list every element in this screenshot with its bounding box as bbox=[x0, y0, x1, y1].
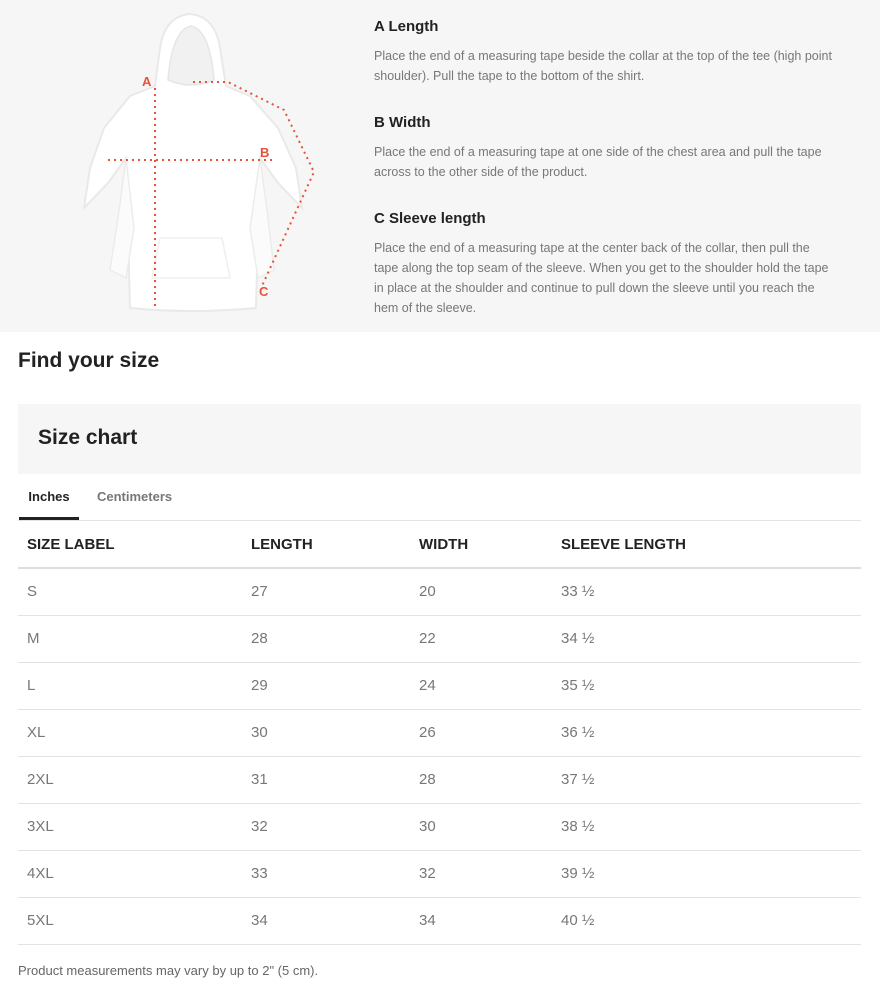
width-cell: 22 bbox=[419, 615, 561, 662]
sleeve-length-cell: 36 ½ bbox=[561, 709, 861, 756]
instruction-length bbox=[374, 16, 834, 102]
width-cell: 34 bbox=[419, 897, 561, 944]
table-row bbox=[18, 850, 861, 897]
width-cell: 32 bbox=[419, 850, 561, 897]
instruction-title: A Length bbox=[374, 18, 439, 35]
sleeve-length-cell: 33 ½ bbox=[561, 568, 861, 615]
column-header: SIZE LABEL bbox=[18, 521, 251, 568]
sleeve-length-cell: 35 ½ bbox=[561, 662, 861, 709]
length-cell: 33 bbox=[251, 850, 419, 897]
measurement-instructions bbox=[374, 16, 834, 328]
sleeve-length-cell: 34 ½ bbox=[561, 615, 861, 662]
unit-tabs bbox=[18, 478, 861, 521]
size-label-cell: S bbox=[18, 568, 251, 615]
width-cell: 28 bbox=[419, 756, 561, 803]
table-row bbox=[18, 803, 861, 850]
label-a: A bbox=[142, 74, 152, 89]
measurement-disclaimer: Product measurements may vary by up to 2" (5 cm). bbox=[18, 963, 319, 978]
sleeve-length-cell: 37 ½ bbox=[561, 756, 861, 803]
table-row bbox=[18, 662, 861, 709]
table-row bbox=[18, 756, 861, 803]
width-cell: 30 bbox=[419, 803, 561, 850]
length-cell: 34 bbox=[251, 897, 419, 944]
sleeve-length-cell: 40 ½ bbox=[561, 897, 861, 944]
column-header: LENGTH bbox=[251, 521, 419, 568]
table-row bbox=[18, 709, 861, 756]
size-label-cell: M bbox=[18, 615, 251, 662]
length-cell: 30 bbox=[251, 709, 419, 756]
size-label-cell: 5XL bbox=[18, 897, 251, 944]
width-cell: 24 bbox=[419, 662, 561, 709]
tab-inches[interactable]: Inches bbox=[19, 478, 79, 520]
length-cell: 31 bbox=[251, 756, 419, 803]
column-header: WIDTH bbox=[419, 521, 561, 568]
size-label-cell: 3XL bbox=[18, 803, 251, 850]
instruction-title: C Sleeve length bbox=[374, 210, 486, 227]
hoodie-diagram bbox=[60, 8, 360, 324]
length-cell: 29 bbox=[251, 662, 419, 709]
sleeve-length-cell: 38 ½ bbox=[561, 803, 861, 850]
instruction-text: Place the end of a measuring tape at one side of the chest area and pull the tape across to the other side of the product. bbox=[374, 145, 822, 179]
length-cell: 27 bbox=[251, 568, 419, 615]
size-label-cell: 2XL bbox=[18, 756, 251, 803]
table-header-row bbox=[18, 521, 861, 568]
table-row bbox=[18, 615, 861, 662]
instruction-text: Place the end of a measuring tape at the center back of the collar, then pull the tape along the top seam of the sleeve. When you get to the shoulder hold the tape in place at the shoulder and continue to pull down the sleeve until you reach the hem of the sleeve. bbox=[374, 241, 829, 315]
tab-centimeters[interactable]: Centimeters bbox=[97, 489, 173, 504]
length-cell: 32 bbox=[251, 803, 419, 850]
instruction-title: B Width bbox=[374, 114, 431, 131]
instruction-width bbox=[374, 112, 834, 198]
column-header: SLEEVE LENGTH bbox=[561, 521, 861, 568]
find-your-size-heading: Find your size bbox=[18, 349, 160, 372]
width-cell: 20 bbox=[419, 568, 561, 615]
size-chart-header bbox=[18, 404, 861, 474]
size-chart-title: Size chart bbox=[38, 426, 138, 449]
label-c: C bbox=[259, 284, 269, 299]
measurement-guide bbox=[0, 0, 880, 332]
instruction-sleeve-length bbox=[374, 208, 834, 318]
table-row bbox=[18, 897, 861, 944]
sleeve-length-cell: 39 ½ bbox=[561, 850, 861, 897]
size-label-cell: L bbox=[18, 662, 251, 709]
hoodie-illustration bbox=[60, 8, 360, 324]
size-table bbox=[18, 521, 861, 945]
table-row bbox=[18, 568, 861, 615]
size-label-cell: 4XL bbox=[18, 850, 251, 897]
length-cell: 28 bbox=[251, 615, 419, 662]
width-cell: 26 bbox=[419, 709, 561, 756]
size-label-cell: XL bbox=[18, 709, 251, 756]
label-b: B bbox=[260, 145, 270, 160]
instruction-text: Place the end of a measuring tape beside the collar at the top of the tee (high point shoulder). Pull the tape to the bottom of the shirt. bbox=[374, 49, 832, 83]
